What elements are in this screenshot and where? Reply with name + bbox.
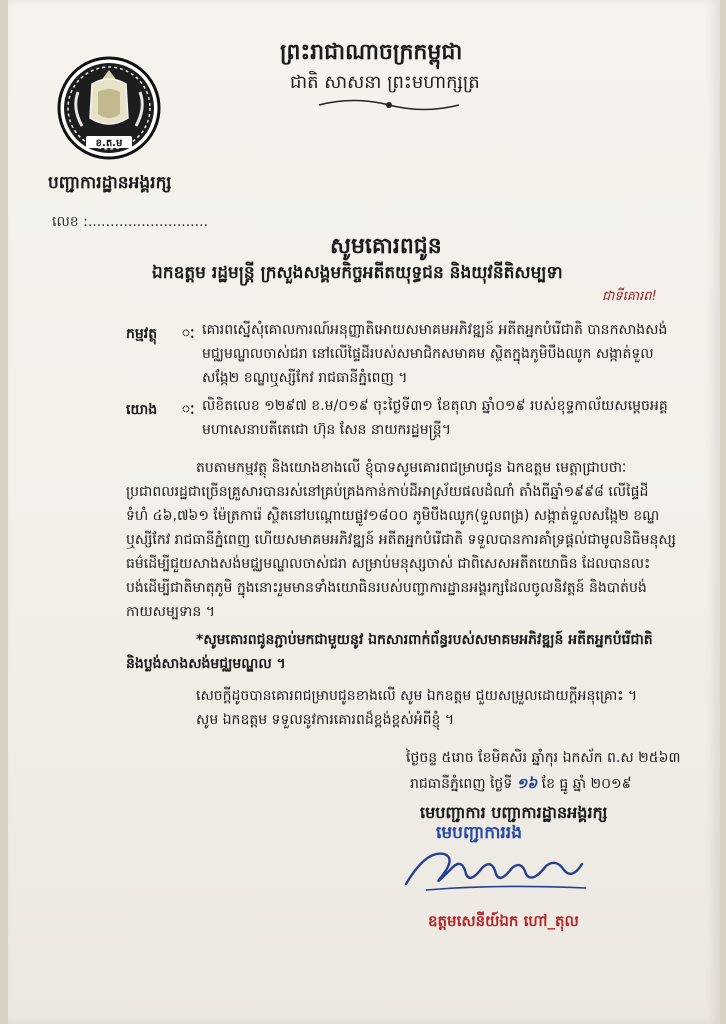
- reference-label: យោង: [126, 402, 158, 418]
- kingdom-heading: ព្រះរាជាណាចក្រកម្ពុជា: [280, 39, 463, 65]
- solar-date: [410, 774, 632, 795]
- lunar-date: ថ្ងៃចន្ទ ៥រោច ខែមិគសិរ ឆ្នាំកុរ ឯកស័ក ព.ស ២៥៦៣: [406, 750, 681, 766]
- ornament-divider-icon: [314, 98, 464, 112]
- attachment-line: *សូមគោរពជូនភ្ជាប់មកជាមួយនូវ ឯកសារពាក់ព័ន្ធរបស់សមាគមអភិវឌ្ឍន៍ អតីតអ្នកបំរើជាតិ: [196, 632, 653, 648]
- body-line: តបតាមកម្មវត្ថុ និងយោងខាងលើ ខ្ញុំបាទសូមគោរពជម្រាបជូន ឯកឧត្តម មេត្តាជ្រាបថាៈ: [196, 460, 627, 476]
- subject-text: [202, 318, 667, 390]
- honorific: ជាទីគោរព!: [602, 289, 657, 304]
- solar-date-prefix: រាជធានីភ្នំពេញ ថ្ងៃទី: [410, 776, 513, 792]
- commander-title: មេបញ្ជាការ បញ្ជាការដ្ឋានអង្គរក្ស: [420, 803, 608, 822]
- body-line: ទំហំ ៤៦,៧៦១ ម៉ែត្រការ៉េ ស្ថិតនៅបណ្តោយផ្លូវ១៨០០ ភូមិបឹងឈូក(ទួលពង្រ) សង្កាត់ទួលសង្កែ២ ខណ្ឌ: [126, 508, 660, 524]
- reference-colon: ៈ: [182, 402, 195, 418]
- agency-name: បញ្ជាការដ្ឋានអង្គរក្ស: [48, 173, 172, 193]
- letter-page: [8, 0, 720, 1024]
- subject-label: កម្មវត្ថុ: [126, 326, 158, 342]
- closing-paragraph: [196, 684, 637, 732]
- reference-text: [202, 394, 668, 442]
- signer-name: ឧត្តមសេនីយ៍ឯក ហៅ_តុល: [428, 912, 579, 930]
- salutation-heading: សូមគោរពជូន: [330, 234, 442, 259]
- solar-date-suffix: ខែ ធ្នូ ឆ្នាំ ២០១៩: [541, 776, 632, 792]
- emblem-seal-icon: [56, 52, 162, 168]
- reference-number: លេខ :...........................: [52, 214, 208, 230]
- national-motto: ជាតិ សាសនា ព្រះមហាក្សត្រ: [290, 72, 480, 93]
- recipient-title: ឯកឧត្តម រដ្ឋមន្ត្រី ក្រសួងសង្គមកិច្ចអតីតយុទ្ធជន និងយុវនីតិសម្បទា: [152, 263, 563, 283]
- attachment-note: [126, 628, 653, 676]
- reference-line: លិខិតលេខ ១២៩៧ ខ.ម/០១៩ ចុះថ្ងៃទី៣១ ខែតុលា ឆ្នាំ០១៩ របស់ខុទ្ទកាល័យសម្តេចអគ្គ: [202, 398, 668, 414]
- subject-colon: ៈ: [182, 326, 195, 342]
- body-line: ឬស្សីកែវ រាជធានីភ្នំពេញ ហើយសមាគមអភិវឌ្ឍន៍ អតីតអ្នកបំរើជាតិ ទទួលបានការគាំទ្រផ្តល់ជាមូលនិធិមនុស្ស: [126, 532, 676, 548]
- closing-line: សូម ឯកឧត្តម ទទួលនូវការគោរពដ៏ខ្ពង់ខ្ពស់អំពីខ្ញុំ ។: [196, 712, 455, 728]
- solar-date-day: ១៦: [516, 776, 538, 792]
- body-paragraph: [126, 456, 676, 624]
- body-line: ប្រជាពលរដ្ឋជាច្រើនគ្រួសារបានរស់នៅគ្រប់គ្រងកាន់កាប់ដីអាស្រ័យផលដំណាំ តាំងពីឆ្នាំ១៩៩៨ លើផ្ទៃដី: [126, 484, 649, 500]
- handwritten-signature-icon: [396, 840, 596, 896]
- body-line: ធម៌ដើម្បីជួយសាងសង់មជ្ឈមណ្ឌលចាស់ជរា សម្រាប់មនុស្សចាស់ ជាពិសេសអតីតយោធិន ដែលបានលះ: [126, 556, 651, 572]
- subject-line: មជ្ឈមណ្ឌលចាស់ជរា នៅលើផ្ទៃដីរបស់សមាជិកសមាគម ស្ថិតក្នុងភូមិបឹងឈូក សង្កាត់ទួល: [202, 346, 654, 362]
- subject-line: គោរពស្នើសុំគោលការណ៍អនុញ្ញាតិអោយសមាគមអភិវឌ្ឍន៍ អតីតអ្នកបំរើជាតិ បានកសាងសង់: [202, 322, 668, 338]
- body-line: កាយសម្បទាន ។: [126, 604, 215, 620]
- reference-line: មហាសេនាបតីតេជោ ហ៊ុន សែន នាយករដ្ឋមន្ត្រី។: [202, 422, 451, 438]
- attachment-line: និងប្លង់សាងសង់មជ្ឈមណ្ឌល ។: [126, 656, 286, 672]
- body-line: បង់ដើម្បីជាតិមាតុភូមិ ក្នុងនោះរួមមានទាំងយោធិនរបស់បញ្ជាការដ្ឋានអង្គរក្សដែលចូលនិវត្តន៍ និងបាត់បង់: [126, 580, 647, 596]
- deputy-commander-stamp: មេបញ្ជាការរង: [436, 823, 522, 843]
- subject-line: សង្កែ២ ខណ្ឌឬស្សីកែវ រាជធានីភ្នំពេញ ។: [202, 370, 408, 386]
- seal-text: ខ.ត.ម: [95, 138, 123, 149]
- closing-line: សេចក្តីដូចបានគោរពជម្រាបជូនខាងលើ សូម ឯកឧត្តម ជួយសម្រួលដោយក្តីអនុគ្រោះ ។: [196, 688, 638, 704]
